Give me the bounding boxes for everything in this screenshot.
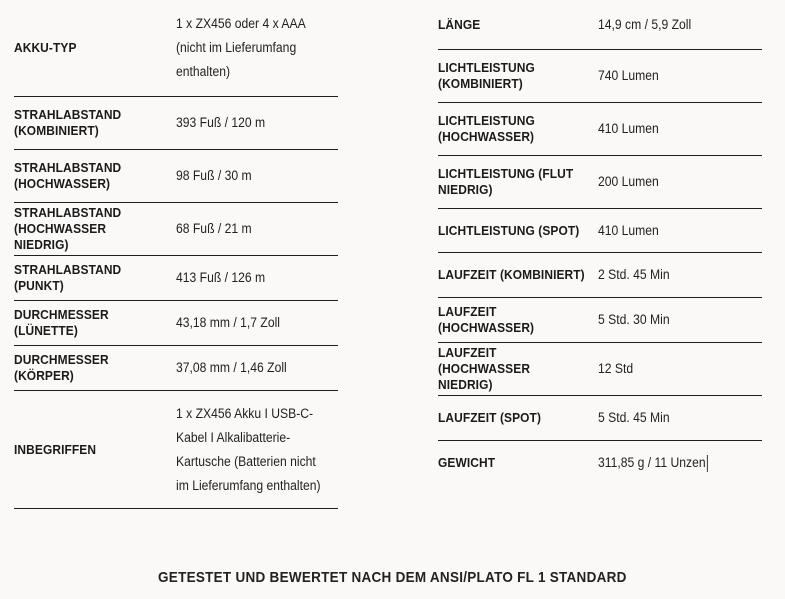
- spec-row: [438, 396, 762, 441]
- spec-value: 2 Std. 45 Min: [598, 267, 670, 282]
- spec-row: [438, 209, 762, 253]
- spec-value: 68 Fuß / 21 m: [176, 221, 252, 236]
- spec-label: LAUFZEIT (HOCHWASSER): [438, 304, 535, 335]
- spec-row: [438, 253, 762, 298]
- spec-row: [14, 0, 338, 97]
- spec-value: 413 Fuß / 126 m: [176, 270, 266, 285]
- spec-label: LICHTLEISTUNG (FLUT NIEDRIG): [438, 166, 574, 197]
- spec-row: [14, 346, 338, 391]
- spec-value: 1 x ZX456 Akku I USB-C-Kabel I Alkalibatterie-Kartusche (Batterien nicht im Lieferumfang enthalten): [176, 405, 321, 493]
- spec-label: DURCHMESSER (KÖRPER): [14, 352, 109, 383]
- spec-label: STRAHLABSTAND (HOCHWASSER): [14, 160, 122, 191]
- spec-label: INBEGRIFFEN: [14, 441, 97, 457]
- spec-row: [438, 441, 762, 485]
- spec-row: [14, 391, 338, 509]
- spec-label: LAUFZEIT (KOMBINIERT): [438, 267, 585, 282]
- spec-row: [14, 150, 338, 203]
- spec-value: 43,18 mm / 1,7 Zoll: [176, 315, 281, 330]
- spec-label: LICHTLEISTUNG (SPOT): [438, 222, 580, 238]
- standard-footnote: [0, 569, 785, 586]
- spec-row: [438, 343, 762, 396]
- spec-value: [598, 451, 746, 475]
- spec-value: 98 Fuß / 30 m: [176, 168, 252, 183]
- spec-table-left: [14, 0, 338, 509]
- spec-label: GEWICHT: [438, 455, 496, 470]
- spec-value: 5 Std. 30 Min: [598, 312, 670, 327]
- standard-footnote-text: GETESTET UND BEWERTET NACH DEM ANSI/PLATO FL 1 STANDARD: [158, 569, 627, 586]
- spec-row: [438, 298, 762, 343]
- spec-table-right: [438, 0, 762, 485]
- spec-row: [438, 156, 762, 209]
- spec-value: 12 Std: [598, 361, 634, 376]
- spec-row: [438, 0, 762, 50]
- spec-row: [438, 50, 762, 103]
- spec-value: 410 Lumen: [598, 121, 659, 136]
- spec-label: STRAHLABSTAND (KOMBINIERT): [14, 107, 122, 138]
- spec-label: STRAHLABSTAND (HOCHWASSER NIEDRIG): [14, 205, 122, 252]
- spec-value: 393 Fuß / 120 m: [176, 115, 266, 130]
- spec-value: 1 x ZX456 oder 4 x AAA (nicht im Lieferumfang enthalten): [176, 16, 306, 79]
- spec-value: 5 Std. 45 Min: [598, 410, 670, 425]
- spec-label: DURCHMESSER (LÜNETTE): [14, 307, 109, 338]
- spec-row: [14, 97, 338, 150]
- spec-value: 410 Lumen: [598, 222, 659, 238]
- spec-label: AKKU-TYP: [14, 40, 77, 55]
- spec-value-text: 311,85 g / 11 Unzen: [598, 455, 706, 470]
- spec-value: 740 Lumen: [598, 68, 659, 83]
- spec-label: LICHTLEISTUNG (KOMBINIERT): [438, 60, 535, 91]
- spec-row: [14, 256, 338, 301]
- spec-row: [14, 301, 338, 346]
- spec-label: STRAHLABSTAND (PUNKT): [14, 262, 122, 293]
- spec-row: [14, 203, 338, 256]
- spec-row: [438, 103, 762, 156]
- spec-label: LAUFZEIT (HOCHWASSER NIEDRIG): [438, 345, 531, 392]
- spec-value: 200 Lumen: [598, 174, 659, 189]
- spec-label: LÄNGE: [438, 16, 481, 32]
- spec-value: 37,08 mm / 1,46 Zoll: [176, 360, 287, 375]
- spec-value: 14,9 cm / 5,9 Zoll: [598, 16, 692, 32]
- spec-label: LAUFZEIT (SPOT): [438, 410, 542, 425]
- text-cursor: [707, 455, 708, 472]
- spec-label: LICHTLEISTUNG (HOCHWASSER): [438, 113, 535, 144]
